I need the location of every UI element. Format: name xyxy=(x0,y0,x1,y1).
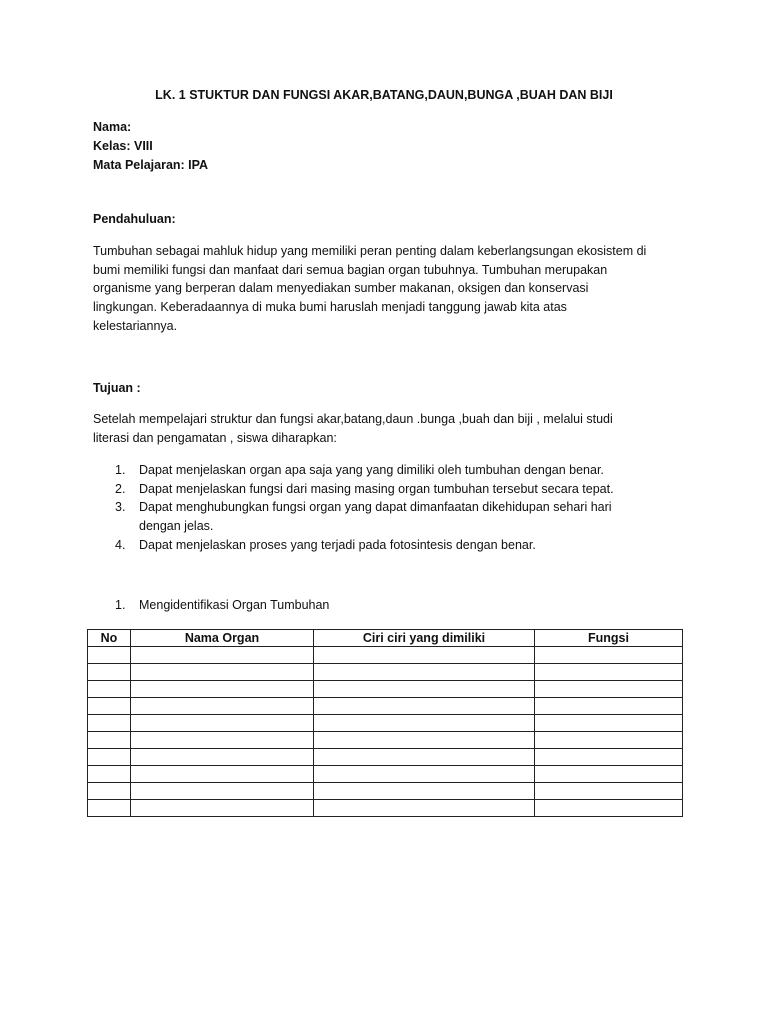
table-row xyxy=(88,664,683,681)
introduction-heading: Pendahuluan: xyxy=(93,212,176,226)
column-header-characteristics: Ciri ciri yang dimiliki xyxy=(314,630,535,647)
cell-organ-name xyxy=(131,664,314,681)
objectives-list xyxy=(93,461,683,555)
cell-characteristics xyxy=(314,664,535,681)
table-header-row xyxy=(88,630,683,647)
objective-item xyxy=(93,480,683,499)
objective-item xyxy=(93,498,683,535)
organ-table-body xyxy=(88,647,683,817)
introduction-line: kelestariannya. xyxy=(93,318,178,333)
objective-text: Dapat menjelaskan fungsi dari masing masing organ tumbuhan tersebut secara tepat. xyxy=(139,481,614,496)
cell-characteristics xyxy=(314,698,535,715)
cell-organ-name xyxy=(131,647,314,664)
table-row xyxy=(88,647,683,664)
introduction-line: Tumbuhan sebagai mahluk hidup yang memiliki peran penting dalam keberlangsungan ekosistem di xyxy=(93,244,647,258)
cell-no xyxy=(88,647,131,664)
objectives-line: Setelah mempelajari struktur dan fungsi akar,batang,daun .bunga ,buah dan biji , melalui studi xyxy=(93,412,613,426)
organ-table xyxy=(87,629,683,817)
cell-organ-name xyxy=(131,681,314,698)
cell-no xyxy=(88,732,131,749)
cell-function xyxy=(535,647,683,664)
cell-no xyxy=(88,715,131,732)
cell-no xyxy=(88,664,131,681)
cell-characteristics xyxy=(314,647,535,664)
objective-item xyxy=(93,536,683,555)
cell-function xyxy=(535,732,683,749)
cell-organ-name xyxy=(131,749,314,766)
subject-field: Mata Pelajaran: IPA xyxy=(93,158,209,172)
column-header-function: Fungsi xyxy=(535,630,683,647)
objective-number: 3. xyxy=(115,500,126,515)
table-row xyxy=(88,698,683,715)
class-field: Kelas: VIII xyxy=(93,139,153,153)
cell-function xyxy=(535,783,683,800)
table-row xyxy=(88,715,683,732)
cell-function xyxy=(535,681,683,698)
objective-text: Dapat menghubungkan fungsi organ yang dapat dimanfaatan dikehidupan sehari hari xyxy=(139,500,612,515)
cell-characteristics xyxy=(314,766,535,783)
cell-function xyxy=(535,698,683,715)
activity-label: Mengidentifikasi Organ Tumbuhan xyxy=(139,598,330,612)
cell-no xyxy=(88,749,131,766)
cell-no xyxy=(88,783,131,800)
cell-characteristics xyxy=(314,800,535,817)
activity-number: 1. xyxy=(115,598,126,612)
table-row xyxy=(88,783,683,800)
worksheet-title: LK. 1 STUKTUR DAN FUNGSI AKAR,BATANG,DAUN,BUNGA ,BUAH DAN BIJI xyxy=(155,88,613,102)
table-row xyxy=(88,800,683,817)
table-row xyxy=(88,766,683,783)
cell-no xyxy=(88,681,131,698)
cell-characteristics xyxy=(314,732,535,749)
cell-organ-name xyxy=(131,766,314,783)
cell-function xyxy=(535,749,683,766)
cell-characteristics xyxy=(314,749,535,766)
cell-no xyxy=(88,800,131,817)
cell-function xyxy=(535,766,683,783)
cell-organ-name xyxy=(131,698,314,715)
objective-text: dengan jelas. xyxy=(139,519,214,534)
table-row xyxy=(88,681,683,698)
objective-number: 2. xyxy=(115,481,126,496)
introduction-line: bumi memiliki fungsi dan manfaat dari semua bagian organ tubuhnya. Tumbuhan merupakan xyxy=(93,262,608,277)
introduction-paragraph xyxy=(93,242,683,336)
cell-organ-name xyxy=(131,783,314,800)
cell-function xyxy=(535,800,683,817)
objective-item xyxy=(93,461,683,480)
introduction-line: organisme yang berperan dalam menyediakan sumber makanan, oksigen dan konservasi xyxy=(93,281,589,296)
cell-organ-name xyxy=(131,715,314,732)
objectives-paragraph xyxy=(93,410,683,447)
column-header-no: No xyxy=(88,630,131,647)
cell-function xyxy=(535,664,683,681)
cell-characteristics xyxy=(314,715,535,732)
objective-text: Dapat menjelaskan proses yang terjadi pada fotosintesis dengan benar. xyxy=(139,537,536,552)
table-row xyxy=(88,732,683,749)
objective-number: 4. xyxy=(115,537,126,552)
cell-characteristics xyxy=(314,783,535,800)
introduction-line: lingkungan. Keberadaannya di muka bumi haruslah menjadi tanggung jawab kita atas xyxy=(93,300,567,315)
objective-number: 1. xyxy=(115,463,126,477)
cell-no xyxy=(88,766,131,783)
cell-function xyxy=(535,715,683,732)
objective-text: Dapat menjelaskan organ apa saja yang yang dimiliki oleh tumbuhan dengan benar. xyxy=(139,463,604,477)
cell-organ-name xyxy=(131,732,314,749)
cell-organ-name xyxy=(131,800,314,817)
objectives-heading: Tujuan : xyxy=(93,381,141,395)
student-name-field: Nama: xyxy=(93,120,132,134)
objectives-line: literasi dan pengamatan , siswa diharapkan: xyxy=(93,430,337,445)
column-header-organ-name: Nama Organ xyxy=(131,630,314,647)
cell-no xyxy=(88,698,131,715)
cell-characteristics xyxy=(314,681,535,698)
table-row xyxy=(88,749,683,766)
